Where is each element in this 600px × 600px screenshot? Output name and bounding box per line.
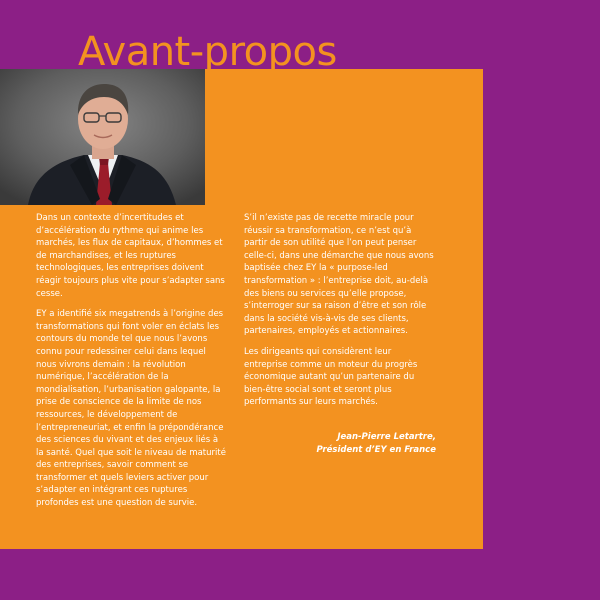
signature-role: Président d’EY en France bbox=[316, 444, 436, 455]
left-paragraph-1: Dans un contexte d’incertitudes et d’accélération du rythme qui anime les marchés, les flux de capitaux, d’hommes et de marchandises, et les ruptures technologiques, les entreprises doivent réagir toujours plus vite pour s’adapter sans cesse. bbox=[36, 213, 225, 299]
right-text-column bbox=[244, 212, 436, 464]
left-paragraph-2: EY a identifié six megatrends à l’origine des transformations qui font voler en éclats les contours du monde tel que nous l’avons connu pour redessiner celui dans lequel nous vivrons demain : la révolution numérique, l’accélération de la mondialisation, l’urbanisation galopante, la prise de conscience de la limite de nos ressources, le développement de l’entrepreneuriat, et enfin la prépondérance des sciences du vivant et des enjeux liés à la santé. Quel que soit le niveau de maturité des entreprises, savoir comment se transformer et quels leviers activer pour s’adapter en intégrant ces ruptures profondes est une question de survie. bbox=[36, 309, 226, 509]
signature-name: Jean-Pierre Letartre, bbox=[337, 431, 436, 442]
page-title: Avant-propos bbox=[78, 29, 337, 75]
left-text-column bbox=[36, 212, 226, 518]
right-paragraph-2: Les dirigeants qui considèrent leur entreprise comme un moteur du progrès économique autant qu’un partenaire du bien-être social sont et seront plus performants sur leurs marchés. bbox=[244, 346, 418, 408]
portrait-photo bbox=[0, 69, 205, 205]
portrait-illustration bbox=[0, 69, 205, 205]
right-paragraph-1: S’il n’existe pas de recette miracle pour réussir sa transformation, ce n’est qu’à partir de son utilité que l’on peut penser celle-ci, dans une démarche que nous avons baptisée chez EY la « purpose-led transformation » : l’entreprise doit, au-delà des biens ou services qu’elle propose, s’interroger sur sa raison d’être et son rôle dans la société vis-à-vis de ses clients, partenaires, employés et actionnaires. bbox=[244, 213, 434, 337]
signature bbox=[244, 431, 436, 456]
